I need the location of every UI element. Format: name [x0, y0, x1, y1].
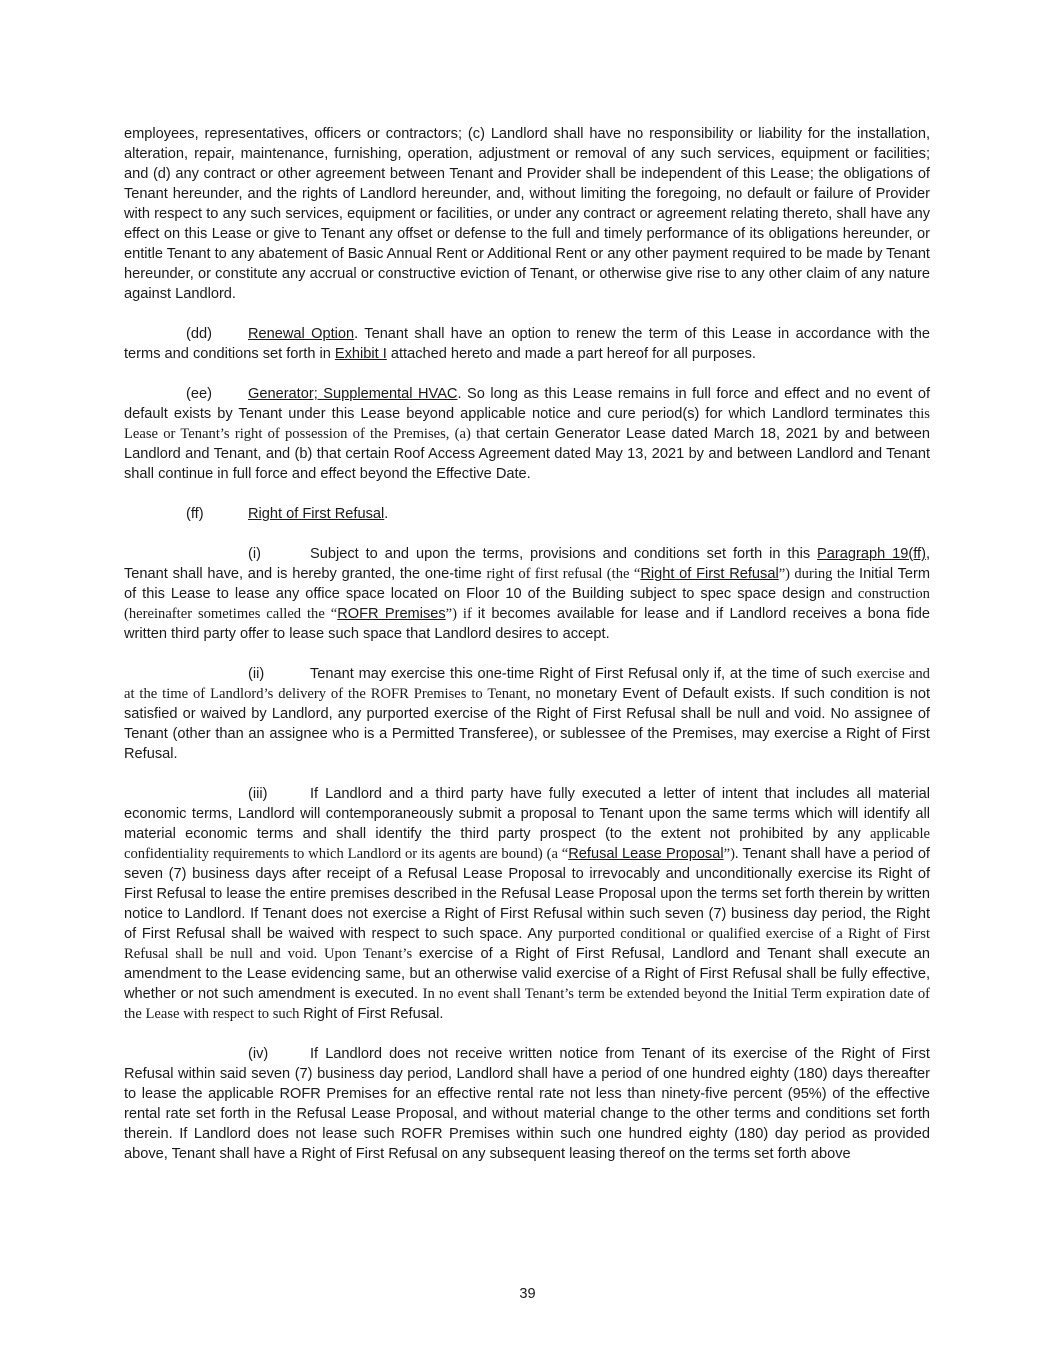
- paragraph-dd-renewal-option: [124, 324, 930, 364]
- paragraph-ff-i: [124, 544, 930, 644]
- paragraph-text: , Tenant shall have, and is hereby granted, the one-time: [124, 546, 930, 582]
- paragraph-text: . Tenant shall have an option to renew the term of this Lease in accordance with the terms and conditions set forth in: [124, 326, 930, 362]
- paragraph-cc-continuation: [124, 124, 930, 304]
- section-marker: (ee): [186, 386, 212, 402]
- document-page: [124, 124, 930, 1184]
- defined-term: Refusal Lease Proposal: [568, 846, 724, 862]
- paragraph-text-serif: right of first refusal (the “: [486, 566, 641, 582]
- paragraph-text-serif: ”) if: [445, 606, 478, 622]
- section-heading: Generator; Supplemental HVAC: [248, 386, 458, 402]
- paragraph-text: it becomes available for lease and if Landlord receives a bona fide written third party offer to lease such space that Landlord desires to accept.: [124, 606, 930, 642]
- paragraph-text-serif: this Lease or Tenant’s right of possession of the Premises, (a) th: [124, 406, 930, 442]
- paragraph-text: o monetary Event of Default exists. If such condition is not satisfied or waived by Landlord, any purported exercise of the Right of First Refusal shall be null and void. No assignee of Tenant (other than an assignee who is a Permitted Transferee), or sublessee of the Premises, may exercise a Right of First Refusal.: [124, 686, 931, 762]
- defined-term: ROFR Premises: [337, 606, 446, 622]
- paragraph-text: at certain Generator Lease dated March 18, 2021 by and between Landlord and Tenant, and (b) that certain Roof Access Agreement dated May 13, 2021 by and between Landlord and Tenant shall continue in full force and effect beyond the Effective Date.: [124, 426, 931, 482]
- paragraph-text: Tenant may exercise this one-time Right of First Refusal only if, at the time of such: [310, 666, 857, 682]
- subsection-marker: (iv): [248, 1046, 269, 1062]
- section-heading: Renewal Option: [248, 326, 355, 342]
- paragraph-text-serif: purported conditional or qualified exercise of a Right of First Refusal shall be null and void. Upon Tenant’s: [124, 926, 930, 962]
- paragraph-text-serif: ”).: [723, 846, 743, 862]
- section-marker: (dd): [186, 326, 212, 342]
- paragraph-text: If Landlord and a third party have fully executed a letter of intent that includes all material economic terms, Landlord will contemporaneously submit a proposal to Tenant upon the same terms which will identify all material economic terms and shall identify the third party prospect (to the extent not prohibited by any: [124, 786, 930, 842]
- exhibit-reference: Exhibit I: [334, 346, 387, 362]
- defined-term: Right of First Refusal: [640, 566, 779, 582]
- subsection-marker: (i): [248, 546, 261, 562]
- paragraph-text-serif: In no event shall Tenant’s term be extended beyond the Initial Term expiration date of the Lease with respect to such: [124, 986, 931, 1022]
- paragraph-ff-ii: [124, 664, 930, 764]
- paragraph-text: employees, representatives, officers or contractors; (c) Landlord shall have no responsibility or liability for the installation, alteration, repair, maintenance, furnishing, operation, adjustment or removal of any such services, equipment or facilities; and (d) any contract or other agreement between Tenant and Provider shall be independent of this Lease; the obligations of Tenant hereunder, and the rights of Landlord hereunder, and, without limiting the foregoing, no default or failure of Provider with respect to any such services, equipment or facilities, or under any contract or agreement relating thereto, shall have any effect on this Lease or give to Tenant any offset or defense to the full and timely performance of its obligations hereunder, or entitle Tenant to any abatement of Basic Annual Rent or Additional Rent or any other payment required to be made by Tenant hereunder, or constitute any accrual or constructive eviction of Tenant, or otherwise give rise to any other claim of any nature against Landlord.: [124, 126, 930, 302]
- page-number: 39: [519, 1286, 536, 1302]
- paragraph-reference: Paragraph 19(ff): [817, 546, 926, 562]
- paragraph-text: . So long as this Lease remains in full force and effect and no event of default exists by Tenant under this Lease beyond applicable notice and cure period(s) for which Landlord terminates: [124, 386, 931, 422]
- paragraph-ff-heading: [124, 504, 930, 524]
- paragraph-text-serif: exercise and at the time of Landlord’s delivery of the ROFR Premises to Tenant, n: [124, 666, 930, 702]
- paragraph-text: Right of First Refusal.: [303, 1006, 444, 1022]
- paragraph-ff-iii: [124, 784, 930, 1024]
- section-heading: Right of First Refusal: [248, 506, 385, 522]
- paragraph-text: Tenant shall have a period of seven (7) business days after receipt of a Refusal Lease Proposal to irrevocably and unconditionally exercise its Right of First Refusal to lease the entire premises described in the Refusal Lease Proposal upon the terms set forth therein by written notice to Landlord. If Tenant does not exercise a Right of First Refusal within such seven (7) business day period, the Right of First Refusal shall be waived with respect to such space. Any: [124, 846, 930, 942]
- paragraph-text-serif: and construction (hereinafter sometimes called the “: [124, 586, 930, 622]
- paragraph-text: Initial Term of this Lease to lease any office space located on Floor 10 of the Building subject to spec space design: [124, 566, 931, 602]
- paragraph-text-serif: applicable confidentiality requirements to which Landlord or its agents are bound) (a “: [124, 826, 930, 862]
- subsection-marker: (ii): [248, 666, 265, 682]
- heading-punctuation: .: [384, 506, 389, 522]
- section-marker: (ff): [186, 506, 204, 522]
- subsection-marker: (iii): [248, 786, 268, 802]
- paragraph-text: If Landlord does not receive written notice from Tenant of its exercise of the Right of First Refusal within said seven (7) business day period, Landlord shall have a period of one hundred eighty (180) days thereafter to lease the applicable ROFR Premises for an effective rental rate not less than ninety-five percent (95%) of the effective rental rate set forth in the Refusal Lease Proposal, and without material change to the other terms and conditions set forth therein. If Landlord does not lease such ROFR Premises within such one hundred eighty (180) day period as provided above, Tenant shall have a Right of First Refusal on any subsequent leasing thereof on the terms set forth above: [124, 1046, 930, 1162]
- paragraph-text: Subject to and upon the terms, provisions and conditions set forth in this: [310, 546, 818, 562]
- paragraph-text: exercise of a Right of First Refusal, Landlord and Tenant shall execute an amendment to the Lease evidencing same, but an otherwise valid exercise of a Right of First Refusal shall be fully effective, whether or not such amendment is executed.: [124, 946, 930, 1002]
- paragraph-text-serif: ”) during the: [778, 566, 860, 582]
- paragraph-text: attached hereto and made a part hereof for all purposes.: [386, 346, 756, 362]
- paragraph-ff-iv: [124, 1044, 930, 1164]
- paragraph-ee-generator: [124, 384, 930, 484]
